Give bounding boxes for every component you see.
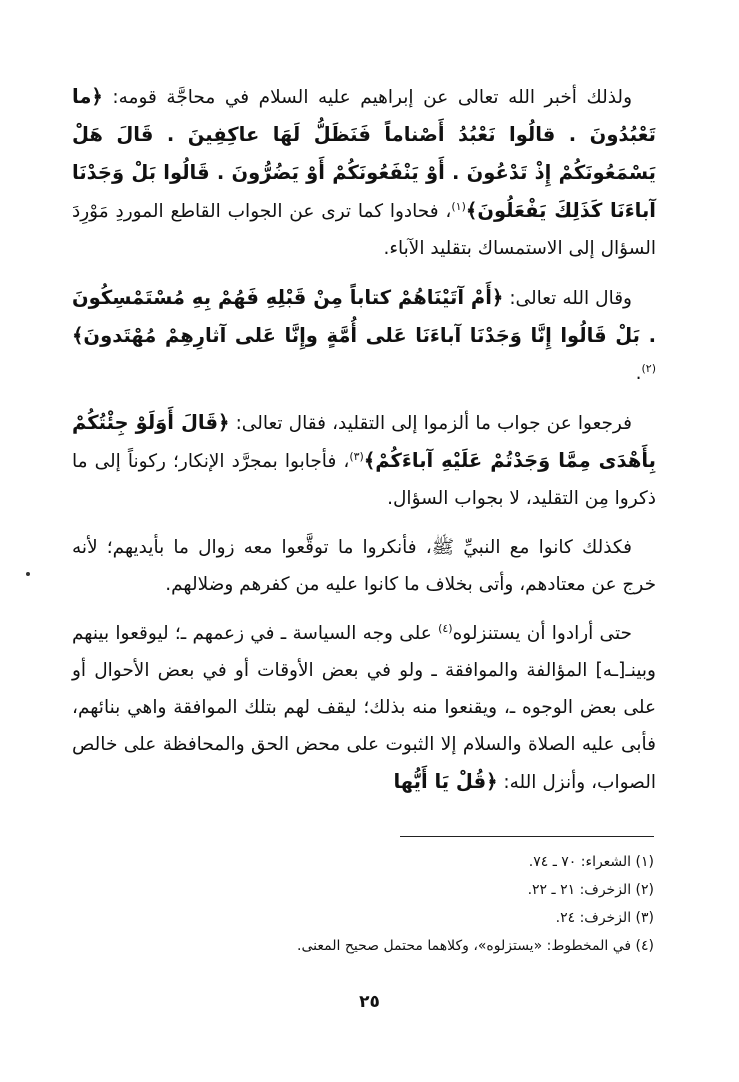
paragraph-4 <box>72 529 656 603</box>
paragraph-5-rest: على وجه السياسة ـ في زعمهم ـ؛ ليوقعوا بينهم وبينـ[ـه] المؤالفة والموافقة ـ ولو في بعض الأوقات أو في بعض الأحوال أو على بعض الوجوه ـ، ويقنعوا منه بذلك؛ ليقف لهم بتلك الموافقة واهي بنائهم، فأبى عليه الصلاة والسلام إلا الثبوت على محض الحق والمحافظة على خالص الصواب، وأنزل الله: <box>72 623 656 793</box>
footnote-separator <box>400 836 654 837</box>
footnote-1: (١) الشعراء: ٧٠ ـ ٧٤. <box>528 854 654 870</box>
paragraph-3-rest: ، فأجابوا بمجرَّد الإنكار؛ ركوناً إلى ما ذكروا مِن التقليد، لا بجواب السؤال. <box>72 451 656 509</box>
footnote-ref-4: (٤) <box>438 621 453 635</box>
footnote-ref-3: (٣) <box>349 449 364 463</box>
paragraph-5 <box>72 615 656 801</box>
paragraph-2-rest: . <box>635 363 642 384</box>
quran-quote-4: ﴿قُلْ يَا أَيُّها <box>393 770 498 793</box>
paragraph-2 <box>72 279 656 392</box>
quran-quote-1: ﴿ما تَعْبُدُونَ . قالُوا نَعْبُدُ أَصْناماً فَنَظَلُّ لَهَا عاكِفِينَ . قَالَ هَلْ يَسْمَعُونَكُمْ إِذْ تَدْعُونَ . أَوْ يَنْفَعُونَكُمْ أَوْ يَضُرُّونَ . قَالُوا بَلْ وَجَدْنَا آباءَنَا كَذَلِكَ يَفْعَلُونَ﴾ <box>72 85 656 222</box>
paragraph-2-intro: وقال الله تعالى: <box>503 288 632 309</box>
paragraph-3-intro: فرجعوا عن جواب ما ألزموا إلى التقليد، فقال تعالى: <box>229 413 632 434</box>
quran-quote-2: ﴿أَمْ آتَيْنَاهُمْ كتاباً مِنْ قَبْلِهِ فَهُمْ بِهِ مُسْتَمْسِكُونَ . بَلْ قَالُوا إِنَّا وَجَدْنَا آباءَنَا عَلى أُمَّةٍ وإِنَّا عَلى آثارِهِمْ مُهْتَدونَ﴾ <box>72 286 656 347</box>
main-text <box>72 78 656 813</box>
margin-speck <box>26 572 30 576</box>
paragraph-3 <box>72 404 656 517</box>
paragraph-5-intro: حتى أرادوا أن يستنزلوه <box>452 623 632 644</box>
footnote-ref-2: (٢) <box>641 361 656 375</box>
paragraph-1 <box>72 78 656 267</box>
paragraph-1-intro: ولذلك أخبر الله تعالى عن إبراهيم عليه السلام في محاجَّة قومه: <box>102 87 632 108</box>
footnote-ref-1: (١) <box>451 199 466 213</box>
footnotes <box>94 848 654 960</box>
quran-quote-3: ﴿قَالَ أَوَلَوْ جِئْتُكُمْ بِأَهْدَى مِمَّا وَجَدْتُمْ عَلَيْهِ آباءَكُمْ﴾ <box>72 411 656 472</box>
paragraph-4-intro: فكذلك كانوا مع النبيِّ ﷺ، فأنكروا ما توقَّعوا معه زوال ما بأيديهم؛ لأنه خرج عن معتادهم، وأتى بخلاف ما كانوا عليه من كفرهم وضلالهم. <box>72 537 656 595</box>
paragraph-1-rest: ، فحادوا كما ترى عن الجواب القاطع الموردِ مَوْرِدَ السؤال إلى الاستمساك بتقليد الآباء. <box>72 201 656 259</box>
footnote-2: (٢) الزخرف: ٢١ ـ ٢٢. <box>527 882 654 898</box>
footnote-4: (٤) في المخطوط: «يستزلوه»، وكلاهما محتمل صحيح المعنى. <box>297 938 654 954</box>
footnote-3: (٣) الزخرف: ٢٤. <box>555 910 654 926</box>
page-number: ٢٥ <box>359 992 380 1012</box>
